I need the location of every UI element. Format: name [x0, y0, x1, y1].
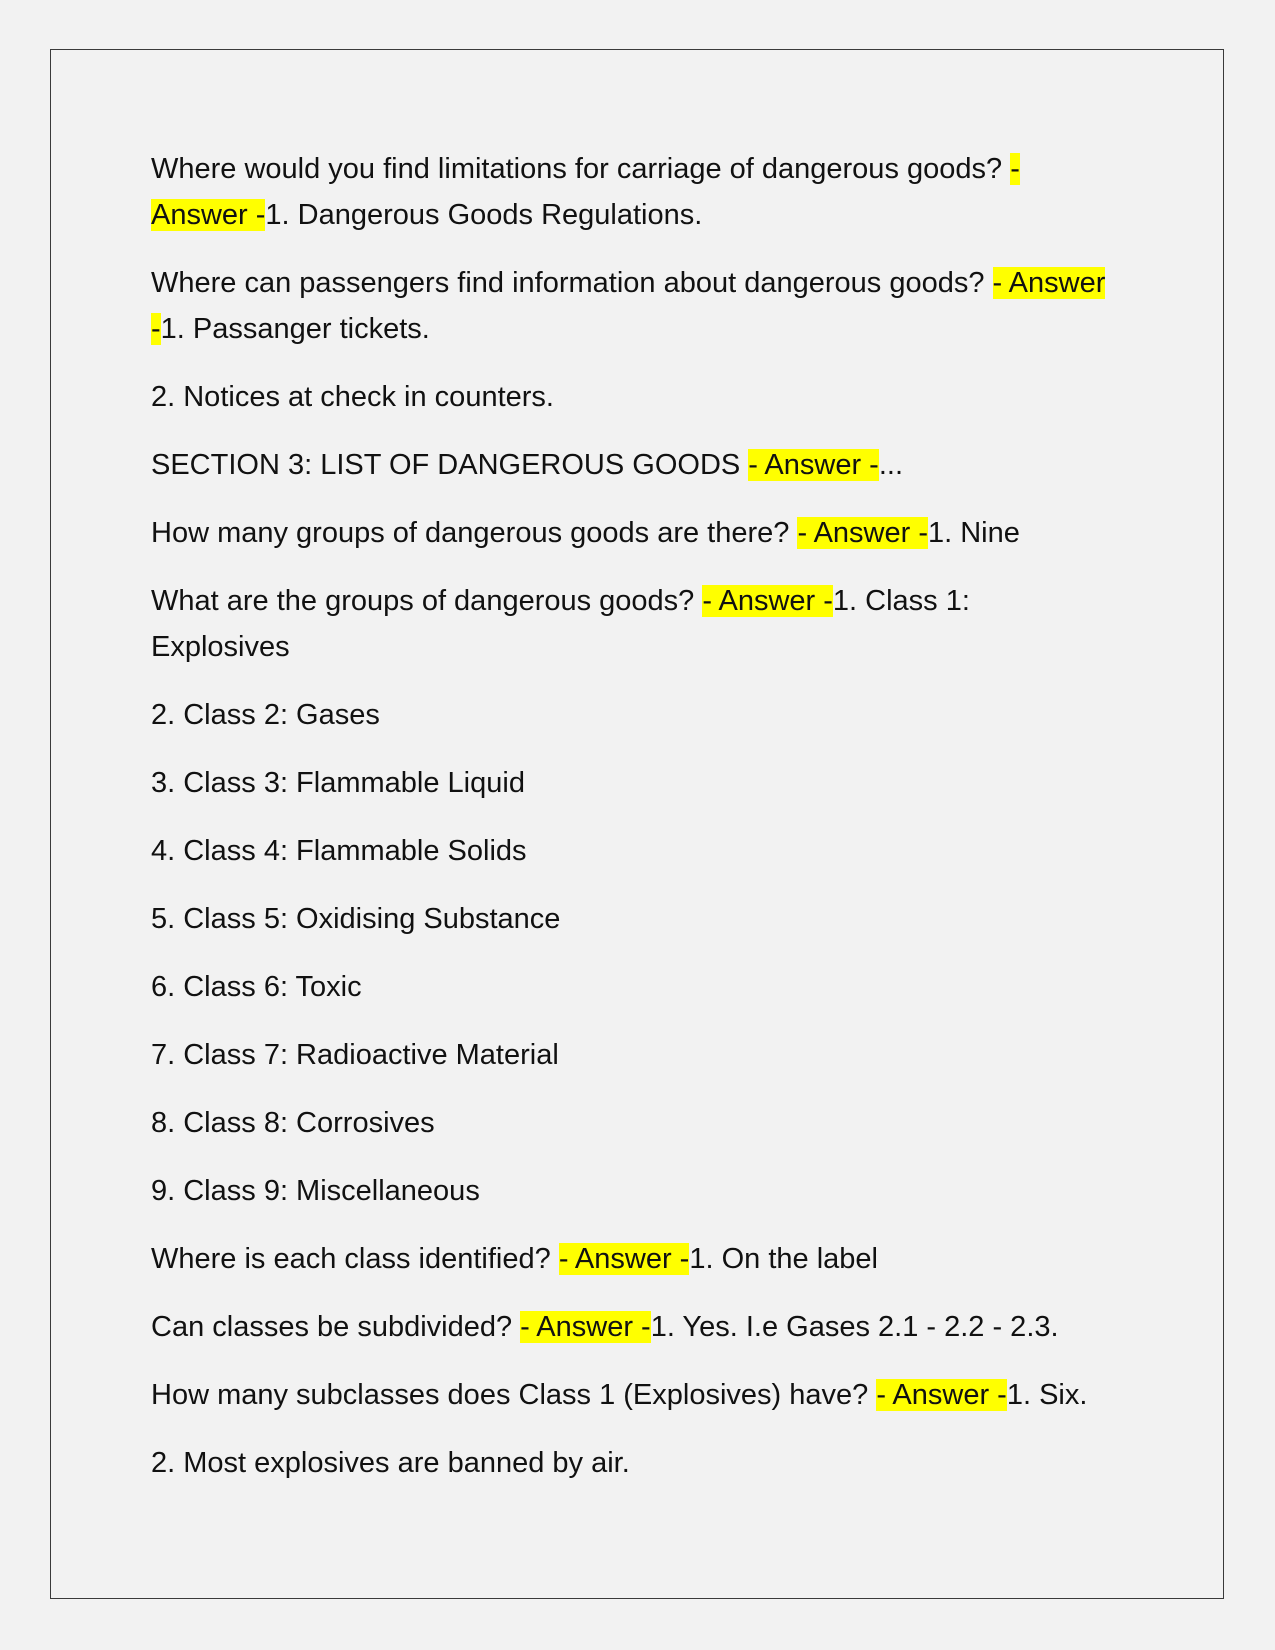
answer-highlight: - Answer - — [748, 449, 879, 481]
list-paragraph: 8. Class 8: Corrosives — [151, 1107, 435, 1139]
answer-text: 1. Dangerous Goods Regulations. — [265, 199, 703, 231]
question-text: Where can passengers find information about dangerous goods? — [151, 267, 993, 299]
question-text: Can classes be subdivided? — [151, 1311, 521, 1343]
answer-highlight: - Answer - — [558, 1243, 690, 1275]
section-heading: SECTION 3: LIST OF DANGEROUS GOODS — [151, 449, 749, 481]
qa-paragraph — [151, 578, 1111, 670]
question-text: Where would you find limitations for carriage of dangerous goods? — [151, 153, 1011, 185]
answer-highlight: - Answer - — [797, 517, 928, 549]
list-paragraph: 6. Class 6: Toxic — [151, 971, 362, 1003]
list-paragraph: 2. Class 2: Gases — [151, 699, 380, 731]
list-paragraph: 2. Most explosives are banned by air. — [151, 1447, 630, 1479]
list-paragraph: 2. Notices at check in counters. — [151, 381, 554, 413]
answer-text: 1. On the label — [689, 1243, 878, 1275]
qa-paragraph — [151, 1236, 1111, 1282]
qa-paragraph — [151, 1372, 1111, 1418]
qa-paragraph — [151, 1304, 1111, 1350]
qa-paragraph — [151, 260, 1111, 352]
answer-highlight: - Answer - — [151, 267, 1106, 345]
list-paragraph: 3. Class 3: Flammable Liquid — [151, 767, 525, 799]
question-text: How many groups of dangerous goods are there? — [151, 517, 798, 549]
list-paragraph: 9. Class 9: Miscellaneous — [151, 1175, 480, 1207]
question-text: What are the groups of dangerous goods? — [151, 585, 703, 617]
list-paragraph: 4. Class 4: Flammable Solids — [151, 835, 527, 867]
list-paragraph: 5. Class 5: Oxidising Substance — [151, 903, 561, 935]
list-paragraph: 7. Class 7: Radioactive Material — [151, 1039, 559, 1071]
section-heading-paragraph — [151, 442, 1111, 488]
answer-text: 1. Nine — [928, 517, 1020, 549]
qa-paragraph — [151, 510, 1111, 556]
document-body — [151, 146, 1111, 1508]
answer-highlight: - Answer - — [520, 1311, 651, 1343]
answer-highlight: - Answer - — [151, 153, 1020, 231]
answer-text: 1. Passanger tickets. — [160, 313, 430, 345]
qa-paragraph — [151, 146, 1111, 238]
answer-text: 1. Yes. I.e Gases 2.1 - 2.2 - 2.3. — [650, 1311, 1059, 1343]
answer-highlight: - Answer - — [876, 1379, 1007, 1411]
answer-text: 1. Class 1: Explosives — [151, 585, 970, 663]
question-text: How many subclasses does Class 1 (Explosives) have? — [151, 1379, 877, 1411]
answer-text: ... — [878, 449, 903, 481]
answer-highlight: - Answer - — [702, 585, 833, 617]
answer-text: 1. Six. — [1006, 1379, 1088, 1411]
question-text: Where is each class identified? — [151, 1243, 559, 1275]
